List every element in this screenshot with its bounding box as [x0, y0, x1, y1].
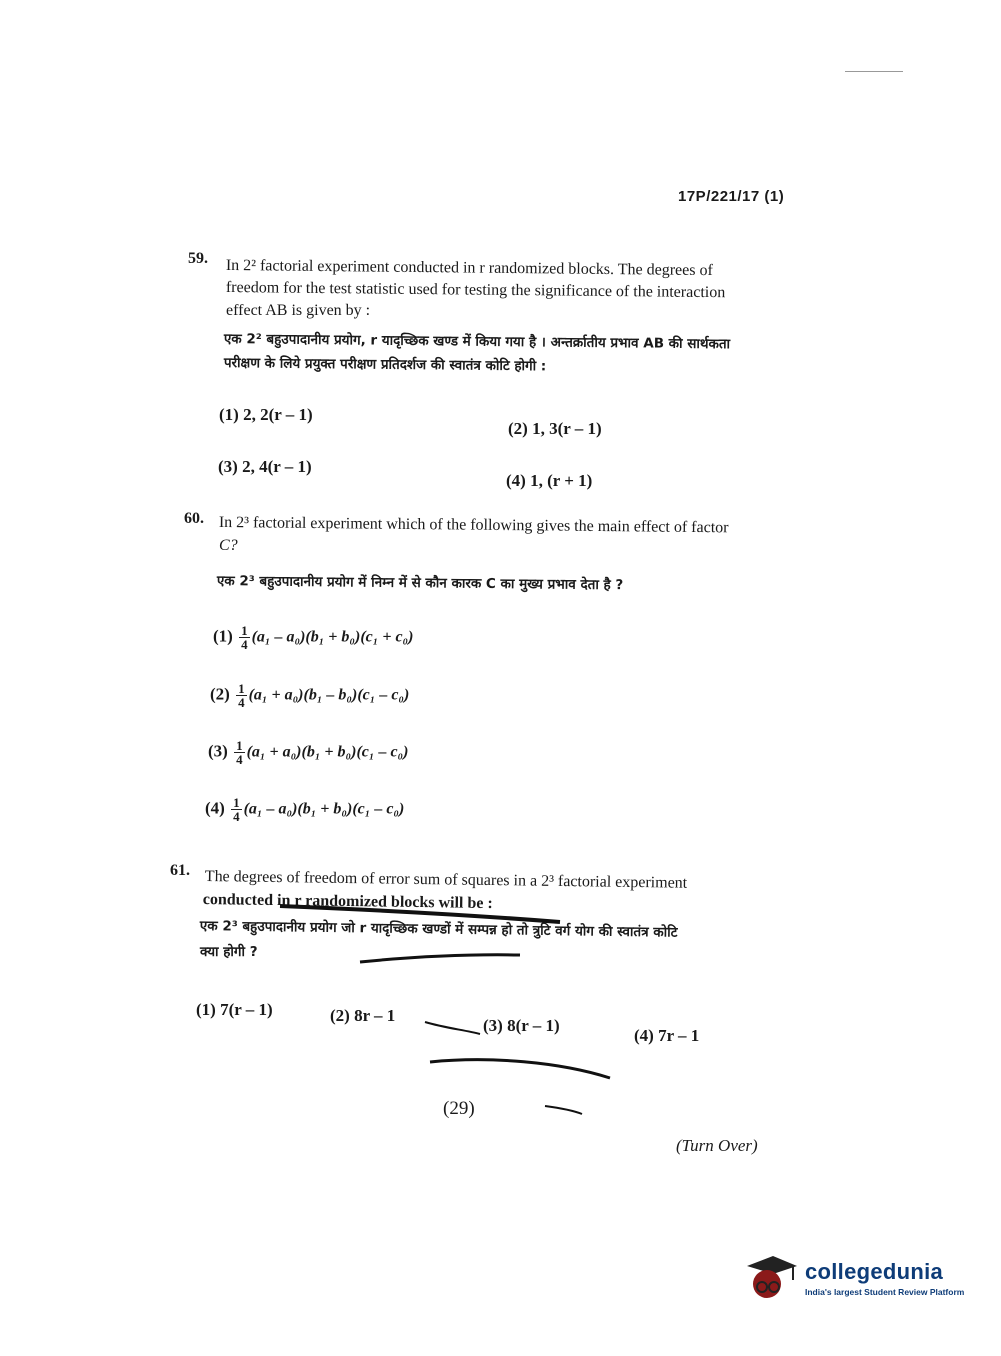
fraction-denominator: 4 [241, 637, 248, 652]
option-label: (1) [213, 626, 233, 646]
option-2[interactable]: (2) 1, 3(r – 1) [508, 419, 602, 438]
fraction-denominator: 4 [236, 752, 243, 767]
fraction-denominator: 4 [233, 809, 240, 824]
fraction-numerator: 1 [236, 738, 243, 753]
option-3[interactable]: (3) 8(r – 1) [483, 1016, 560, 1035]
fraction-denominator: 4 [238, 695, 245, 710]
question-text-line: The degrees of freedom of error sum of squares in a 2³ factorial experiment [204, 867, 688, 892]
question-text-line: effect AB is given by : [226, 302, 371, 319]
question-number: 59. [188, 250, 208, 267]
option-1[interactable]: (1) 2, 2(r – 1) [219, 405, 313, 424]
question-text-line: In 2³ factorial experiment which of the following gives the main effect of factor [218, 513, 729, 537]
option-4[interactable]: (4) 1, (r + 1) [506, 471, 593, 490]
option-3[interactable]: (3) 2, 4(r – 1) [218, 457, 312, 476]
hindi-text-line: एक 2³ बहुउपादानीय प्रयोग में निम्न में से कौन कारक C का मुख्य प्रभाव देता है ? [216, 572, 624, 594]
option-4[interactable]: (4) 7r – 1 [634, 1026, 700, 1045]
option-expression: (a₁ + a₀)(b₁ + b₀)(c₁ – c₀) [246, 743, 409, 761]
collegedunia-logo [743, 1252, 964, 1304]
option-3[interactable] [208, 739, 408, 766]
option-4[interactable] [205, 796, 404, 823]
question-text-line: conducted in r randomized blocks will be : [202, 890, 493, 913]
question-text-line: C? [219, 537, 238, 554]
fraction [231, 796, 242, 823]
pen-mark [430, 1060, 610, 1078]
paper-code: 17P/221/17 (1) [678, 188, 785, 205]
hindi-text-line: एक 2² बहुउपादानीय प्रयोग, r यादृच्छिक खण्ड में किया गया है । अन्तर्क्रातीय प्रभाव AB की सार्थकता [223, 330, 731, 353]
mascot-icon [743, 1252, 799, 1304]
hindi-text-line: परीक्षण के लिये प्रयुक्त परीक्षण प्रतिदर्शज की स्वातंत्र कोटि होगी : [223, 354, 547, 375]
turn-over-note: (Turn Over) [676, 1136, 758, 1155]
option-2[interactable]: (2) 8r – 1 [330, 1006, 396, 1025]
underline-mark [360, 955, 520, 962]
pen-mark [425, 1022, 480, 1034]
top-rule [845, 71, 903, 72]
brand-name: collegedunia [805, 1259, 944, 1284]
fraction [234, 739, 245, 766]
option-label: (4) [205, 798, 225, 818]
question-text-line: In 2² factorial experiment conducted in r randomized blocks. The degrees of [225, 256, 713, 280]
option-1[interactable] [213, 624, 413, 651]
fraction-numerator: 1 [241, 623, 248, 638]
option-2[interactable] [210, 682, 409, 709]
option-expression: (a₁ – a₀)(b₁ + b₀)(c₁ – c₀) [243, 800, 405, 818]
question-text-line: freedom for the test statistic used for testing the significance of the interaction [225, 278, 726, 302]
fraction-numerator: 1 [233, 795, 240, 810]
fraction [239, 624, 250, 651]
pen-mark [545, 1106, 582, 1114]
option-expression: (a₁ – a₀)(b₁ + b₀)(c₁ + c₀) [251, 628, 414, 646]
hindi-text-line: क्या होगी ? [200, 944, 258, 960]
option-1[interactable]: (1) 7(r – 1) [196, 1000, 273, 1019]
brand-tagline: India's largest Student Review Platform [805, 1287, 965, 1297]
option-label: (3) [208, 741, 228, 761]
fraction-numerator: 1 [238, 681, 245, 696]
option-expression: (a₁ + a₀)(b₁ – b₀)(c₁ – c₀) [248, 686, 410, 704]
question-number: 61. [170, 862, 190, 879]
question-number: 60. [184, 510, 204, 527]
page-number: (29) [443, 1098, 475, 1119]
fraction [236, 682, 247, 709]
hindi-text-line: एक 2³ बहुउपादानीय प्रयोग जो r यादृच्छिक खण्डों में सम्पन्न हो तो त्रुटि वर्ग योग की स्वातंत्र कोटि [199, 917, 678, 941]
option-label: (2) [210, 684, 230, 704]
